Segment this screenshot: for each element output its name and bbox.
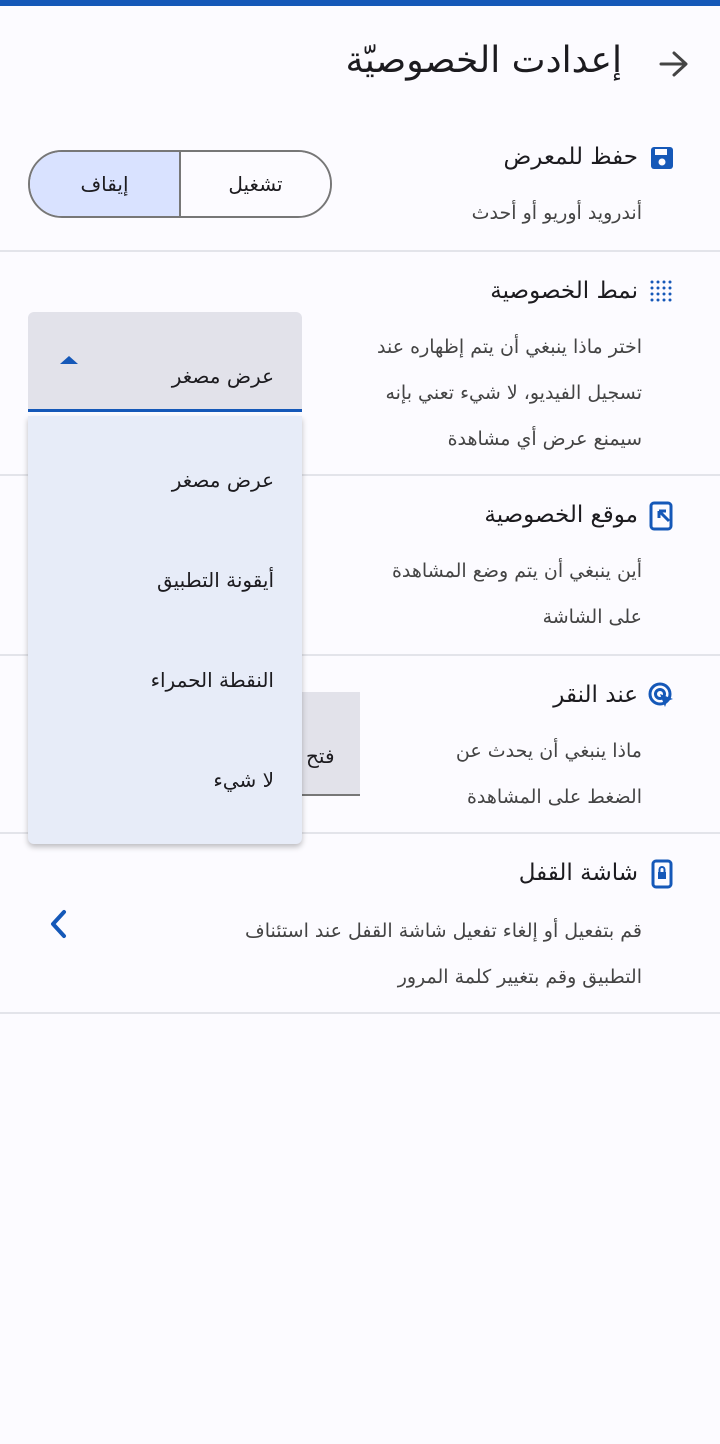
description-line: ماذا ينبغي أن يحدث عن (455, 740, 642, 762)
section-description (245, 908, 642, 1000)
section-description (377, 324, 642, 462)
picture-in-picture-icon (648, 502, 676, 530)
save-gallery-toggle[interactable] (28, 150, 332, 218)
option-none[interactable]: لا شيء (213, 768, 274, 792)
page-title: إعدادت الخصوصيّة (345, 40, 622, 81)
app-header (0, 6, 720, 118)
description-line: تسجيل الفيديو، لا شيء تعني بإنه (385, 382, 642, 404)
toggle-on-button[interactable]: تشغيل (181, 152, 330, 216)
section-description (456, 728, 642, 820)
section-description: أندرويد أوريو أو أحدث (471, 202, 642, 224)
description-line: سيمنع عرض أي مشاهدة (447, 428, 642, 450)
section-title: عند النقر (553, 682, 638, 708)
description-line: الضغط على المشاهدة (466, 786, 642, 808)
click-cursor-icon (648, 682, 676, 710)
section-title: حفظ للمعرض (503, 144, 638, 170)
description-line: اختر ماذا ينبغي أن يتم إظهاره عند (377, 336, 642, 358)
privacy-mode-options-menu (28, 416, 302, 844)
dots-grid-icon (648, 278, 676, 306)
chevron-left-icon (49, 909, 67, 939)
option-thumbnail[interactable]: عرض مصغر (171, 468, 274, 492)
option-app-icon[interactable]: أيقونة التطبيق (156, 568, 274, 592)
section-lock-screen[interactable] (0, 834, 720, 1014)
on-click-action-label: فتح (306, 744, 335, 768)
description-line: أين ينبغي أن يتم وضع المشاهدة (391, 560, 642, 582)
description-line: التطبيق وقم بتغيير كلمة المرور (397, 966, 642, 988)
description-line: على الشاشة (542, 606, 642, 628)
arrow-right-icon (659, 51, 689, 77)
section-title: شاشة القفل (518, 860, 638, 886)
description-line: قم بتفعيل أو إلغاء تفعيل شاشة القفل عند استئناف (245, 920, 642, 942)
toggle-off-button[interactable]: إيقاف (30, 152, 181, 216)
phone-lock-icon (648, 860, 676, 888)
privacy-mode-dropdown[interactable] (28, 312, 302, 412)
option-red-dot[interactable]: النقطة الحمراء (150, 668, 274, 692)
dropdown-selected-value: عرض مصغر (171, 364, 274, 388)
section-title: موقع الخصوصية (484, 502, 638, 528)
section-description (392, 548, 642, 640)
section-title: نمط الخصوصية (490, 278, 638, 304)
lock-screen-open-button[interactable] (40, 904, 76, 944)
back-button[interactable] (656, 46, 692, 82)
save-icon (648, 144, 676, 172)
caret-up-icon (60, 356, 78, 364)
